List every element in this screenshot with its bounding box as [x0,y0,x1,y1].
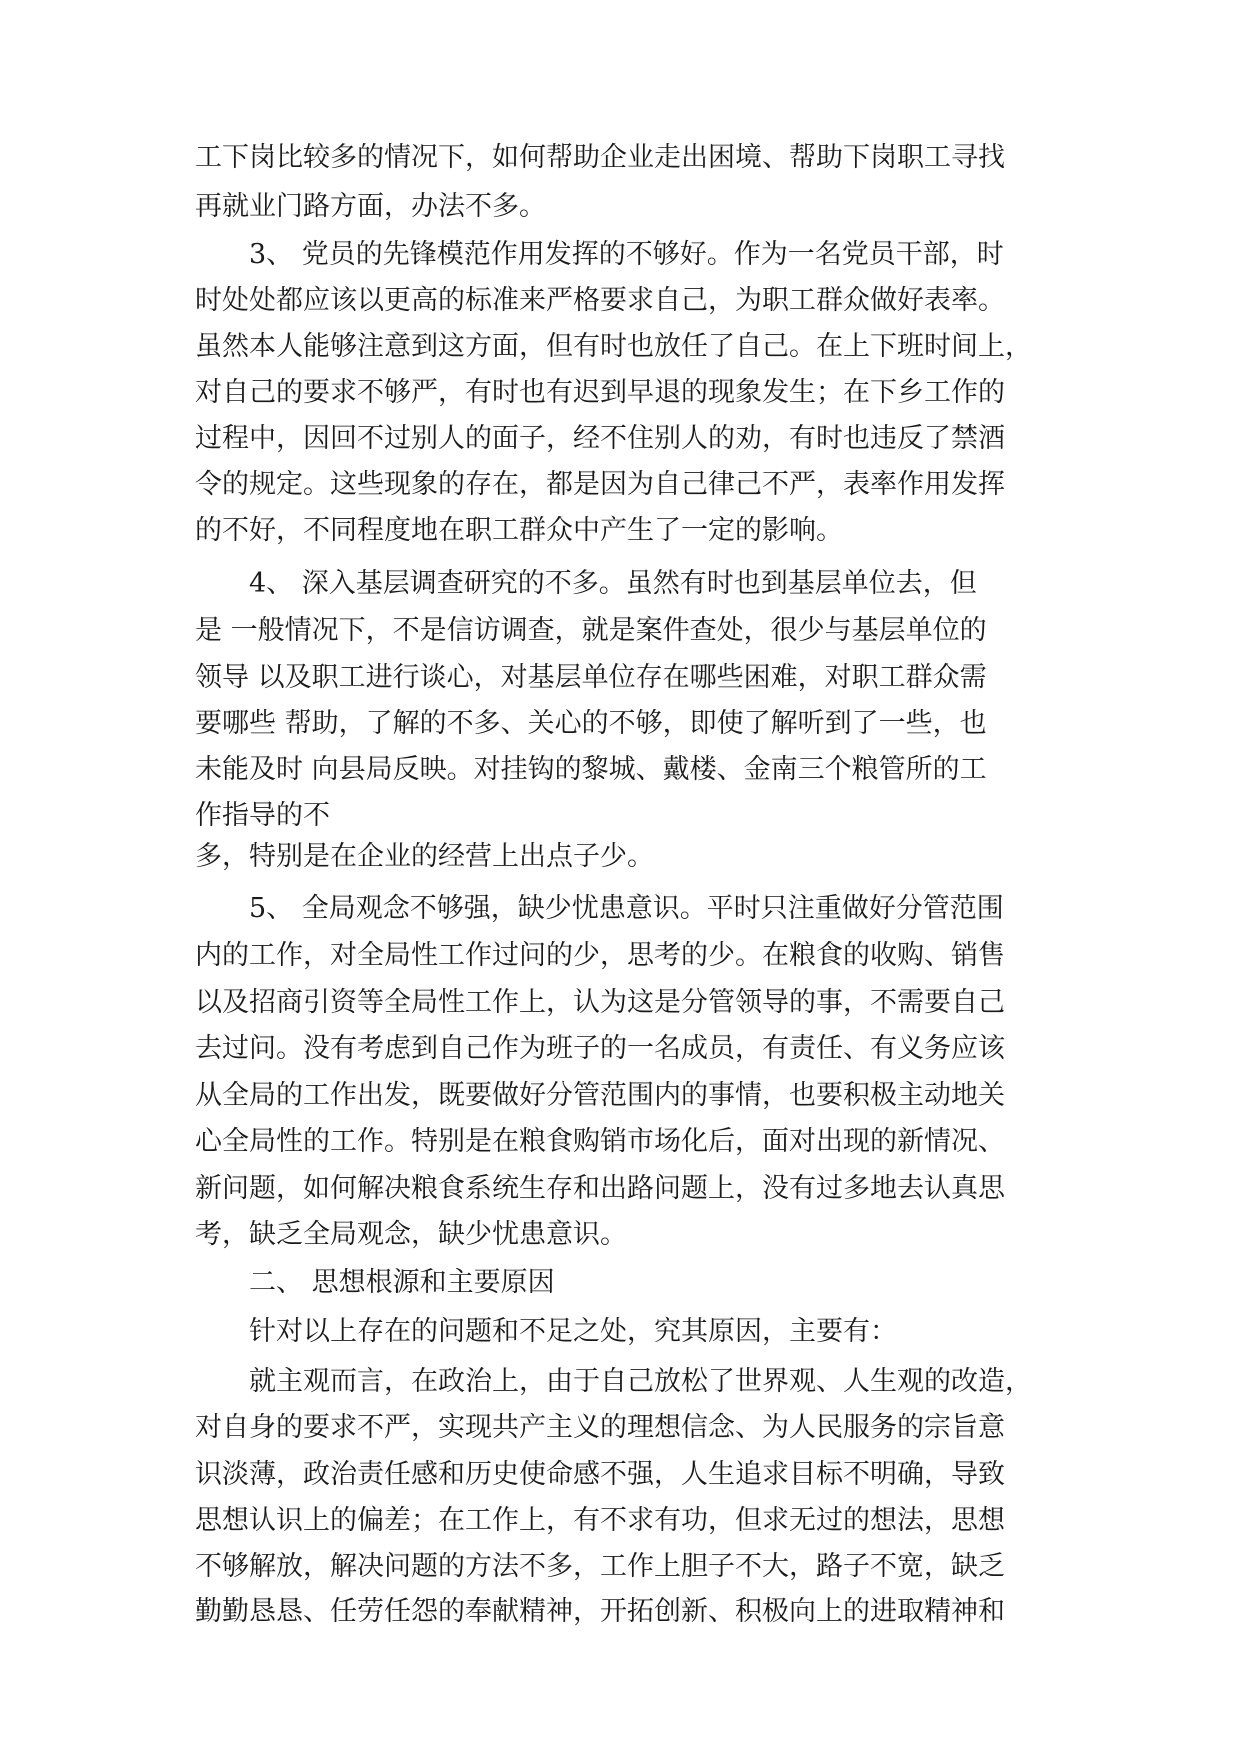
text-line: 就主观而言，在政治上，由于自己放松了世界观、人生观的改造， [249,1366,1032,1397]
text-line: 作指导的不 [195,800,330,831]
text-line: 令的规定。这些现象的存在，都是因为自己律己不严，表率作用发挥 [195,469,1005,500]
text-line: 虽然本人能够注意到这方面，但有时也放任了自己。在上下班时间上， [195,331,1032,362]
text-line: 的不好，不同程度地在职工群众中产生了一定的影响。 [195,515,843,546]
text-line: 再就业门路方面，办法不多。 [195,191,546,222]
text-line: 是 一般情况下，不是信访调查，就是案件查处，很少与基层单位的 [195,615,987,646]
text-line: 对自身的要求不严，实现共产主义的理想信念、为人民服务的宗旨意 [195,1412,1005,1443]
section-heading: 二、 思想根源和主要原因 [249,1267,555,1298]
paragraph-5-heading: 5、 全局观念不够强，缺少忧患意识。平时只注重做好分管范围 [249,893,1004,924]
text-line: 针对以上存在的问题和不足之处，究其原因，主要有： [249,1316,897,1347]
text-line: 时处处都应该以更高的标准来严格要求自己，为职工群众做好表率。 [195,285,1005,316]
text-line: 要哪些 帮助，了解的不多、关心的不够，即使了解听到了一些，也 [195,708,987,739]
text-line: 识淡薄，政治责任感和历史使命感不强，人生追求目标不明确，导致 [195,1459,1005,1490]
paragraph-4-heading: 4、 深入基层调查研究的不多。虽然有时也到基层单位去，但 [249,568,977,599]
paragraph-3-heading: 3、 党员的先锋模范作用发挥的不够好。作为一名党员干部，时 [249,239,1004,270]
text-line: 考，缺乏全局观念，缺少忧患意识。 [195,1219,627,1250]
text-line: 内的工作，对全局性工作过问的少，思考的少。在粮食的收购、销售 [195,940,1005,971]
text-line: 从全局的工作出发，既要做好分管范围内的事情，也要积极主动地关 [195,1080,1005,1111]
text-line: 工下岗比较多的情况下，如何帮助企业走出困境、帮助下岗职工寻找 [195,142,1005,173]
text-line: 思想认识上的偏差；在工作上，有不求有功，但求无过的想法，思想 [195,1505,1005,1536]
text-line: 不够解放，解决问题的方法不多，工作上胆子不大，路子不宽，缺乏 [195,1551,1005,1582]
text-line: 对自己的要求不够严，有时也有迟到早退的现象发生；在下乡工作的 [195,377,1005,408]
text-line: 新问题，如何解决粮食系统生存和出路问题上，没有过多地去认真思 [195,1173,1005,1204]
text-line: 勤勤恳恳、任劳任怨的奉献精神，开拓创新、积极向上的进取精神和 [195,1596,1005,1627]
text-line: 未能及时 向县局反映。对挂钩的黎城、戴楼、金南三个粮管所的工 [195,754,987,785]
text-line: 心全局性的工作。特别是在粮食购销市场化后，面对出现的新情况、 [195,1126,1005,1157]
text-line: 多，特别是在企业的经营上出点子少。 [195,841,654,872]
text-line: 以及招商引资等全局性工作上，认为这是分管领导的事，不需要自己 [195,987,1005,1018]
text-line: 去过问。没有考虑到自己作为班子的一名成员，有责任、有义务应该 [195,1033,1005,1064]
text-line: 过程中，因回不过别人的面子，经不住别人的劝，有时也违反了禁酒 [195,423,1005,454]
text-line: 领导 以及职工进行谈心，对基层单位存在哪些困难，对职工群众需 [195,662,987,693]
